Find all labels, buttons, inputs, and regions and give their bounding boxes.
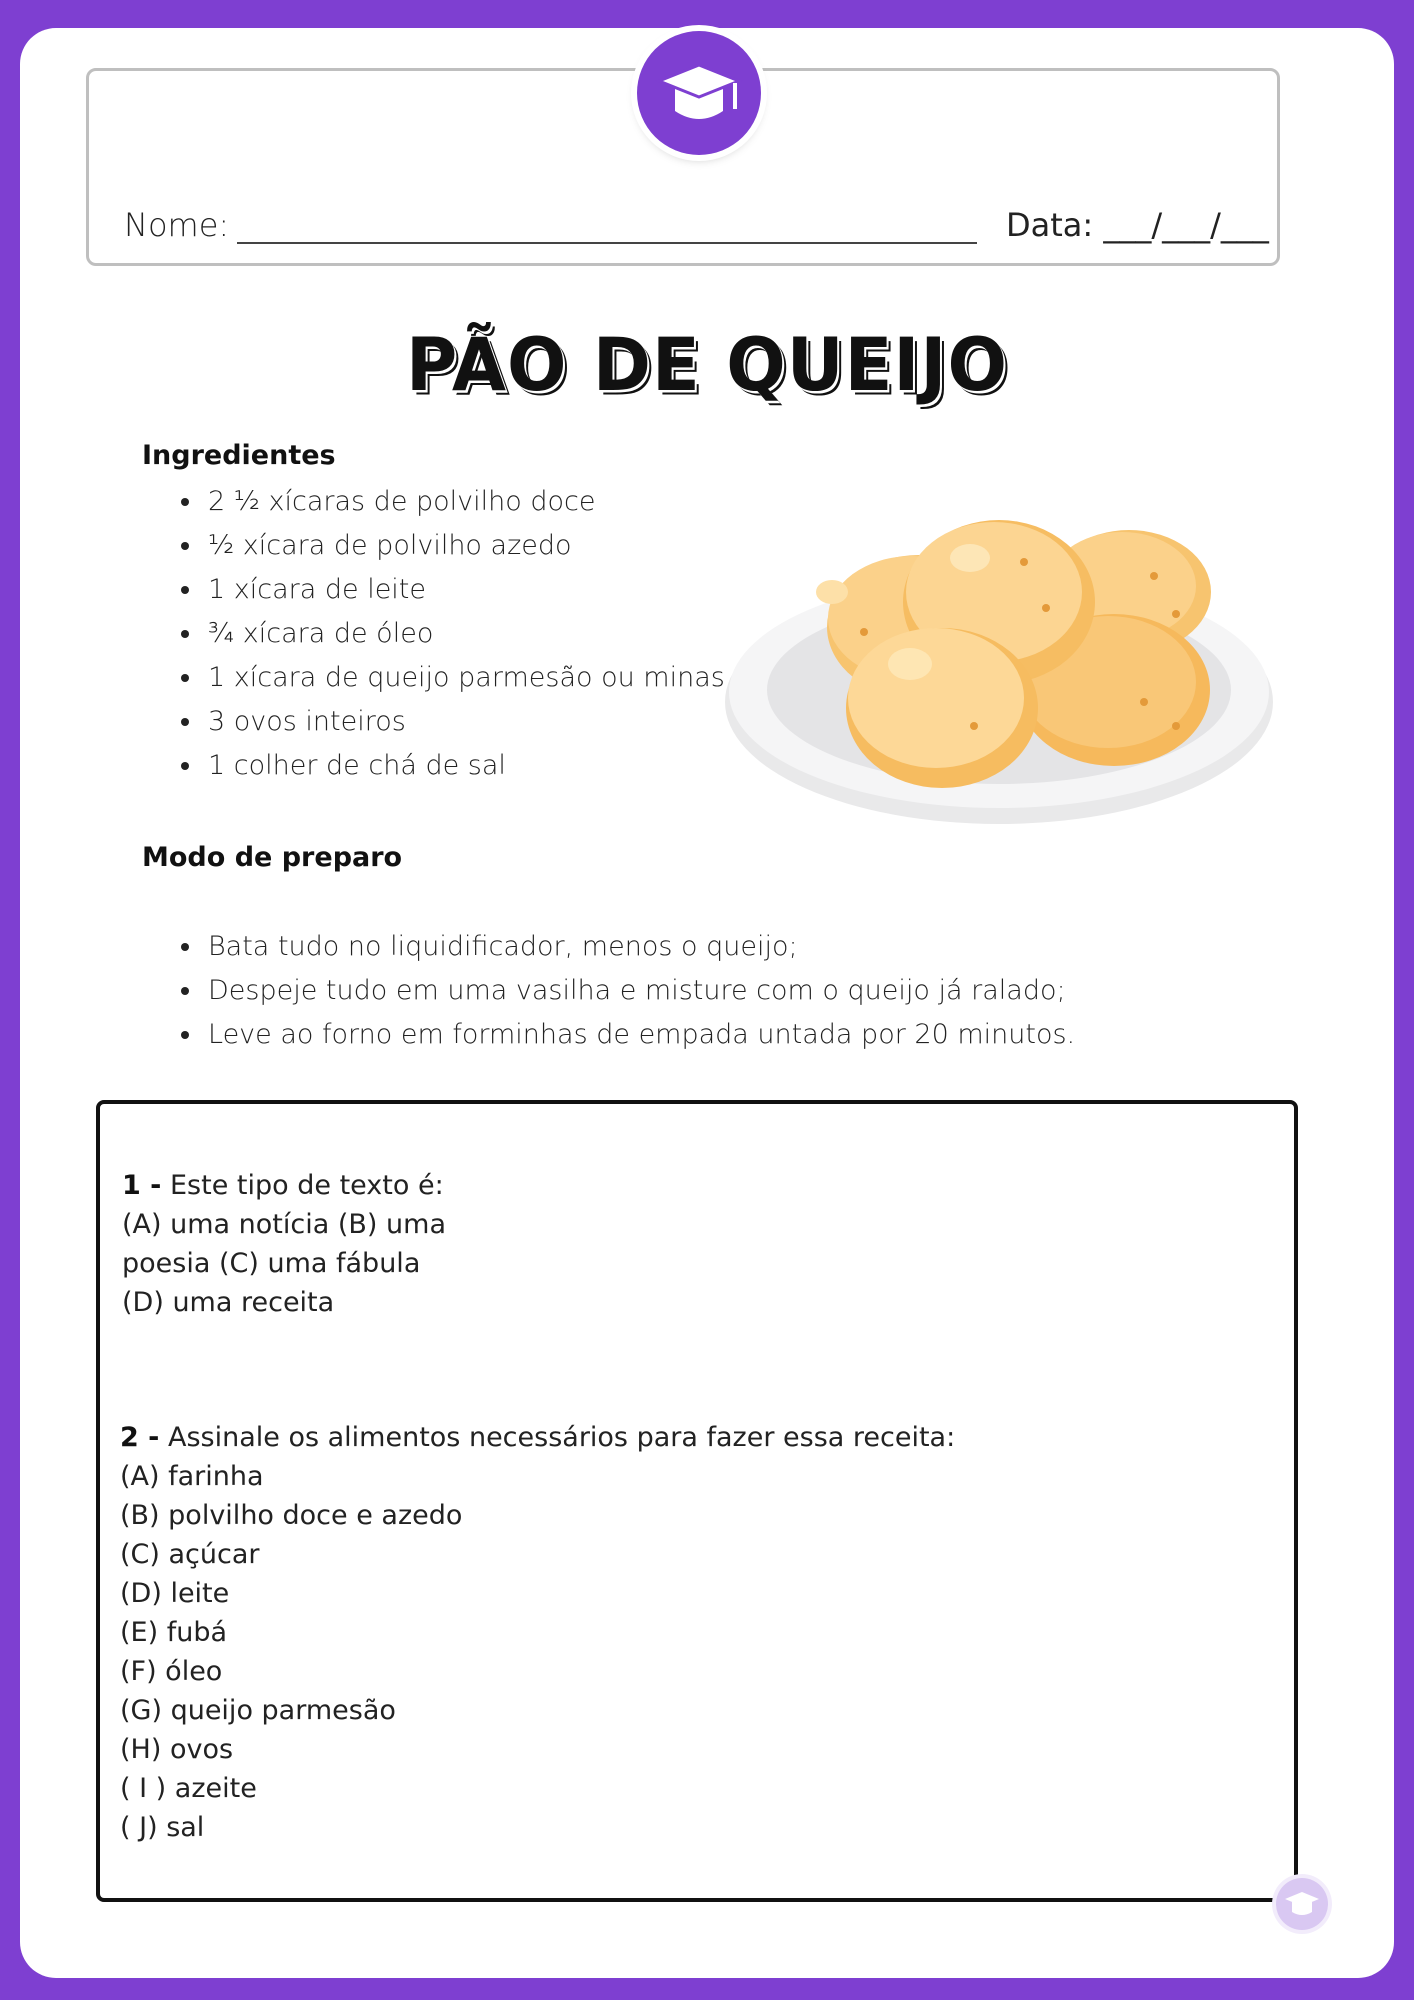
ingredient-item: • 1 colher de chá de sal bbox=[204, 744, 725, 788]
ingredient-item: • 2 ½ xícaras de polvilho doce bbox=[204, 480, 725, 524]
preparation-step: • Bata tudo no liquidificador, menos o queijo; bbox=[204, 925, 1075, 969]
cheese-bread-plate-illustration bbox=[724, 512, 1274, 846]
preparation-step: • Despeje tudo em uma vasilha e misture com o queijo já ralado; bbox=[204, 969, 1075, 1013]
answer-line: (A) uma notícia (B) uma bbox=[122, 1209, 446, 1240]
ingredients-list bbox=[142, 480, 725, 788]
name-label: Nome: bbox=[124, 206, 230, 244]
answer-option[interactable]: (A) farinha bbox=[120, 1461, 264, 1492]
answer-option[interactable]: (C) açúcar bbox=[120, 1539, 260, 1570]
question-prompt: Este tipo de texto é: bbox=[170, 1170, 444, 1201]
ingredient-item: • ¾ xícara de óleo bbox=[204, 612, 725, 656]
answer-option[interactable]: (F) óleo bbox=[120, 1656, 223, 1687]
graduation-cap-icon bbox=[1276, 1878, 1328, 1930]
date-field[interactable] bbox=[1006, 206, 1269, 244]
question-number: 2 - bbox=[120, 1422, 160, 1453]
date-label: Data: ___/___/___ bbox=[1006, 206, 1269, 244]
preparation-steps bbox=[142, 925, 1075, 1057]
ingredient-item: • ½ xícara de polvilho azedo bbox=[204, 524, 725, 568]
ingredient-item: • 1 xícara de leite bbox=[204, 568, 725, 612]
answer-option[interactable]: ( J) sal bbox=[120, 1812, 205, 1843]
question-number: 1 - bbox=[122, 1170, 162, 1201]
answer-option[interactable]: (G) queijo parmesão bbox=[120, 1695, 396, 1726]
graduation-cap-icon bbox=[637, 31, 761, 155]
ingredient-item: • 1 xícara de queijo parmesão ou minas bbox=[204, 656, 725, 700]
answer-option[interactable]: (B) polvilho doce e azedo bbox=[120, 1500, 463, 1531]
question-prompt: Assinale os alimentos necessários para fazer essa receita: bbox=[168, 1422, 956, 1453]
answer-line: poesia (C) uma fábula bbox=[122, 1248, 421, 1279]
ingredients-heading: Ingredientes bbox=[142, 440, 336, 471]
answer-option[interactable]: (E) fubá bbox=[120, 1617, 228, 1648]
preparation-step: • Leve ao forno em forminhas de empada untada por 20 minutos. bbox=[204, 1013, 1075, 1057]
answer-option[interactable]: ( I ) azeite bbox=[120, 1773, 257, 1804]
ingredient-item: • 3 ovos inteiros bbox=[204, 700, 725, 744]
question-1 bbox=[122, 1166, 446, 1322]
name-field[interactable] bbox=[124, 206, 977, 244]
name-blank-line bbox=[237, 212, 977, 244]
preparation-heading: Modo de preparo bbox=[142, 842, 403, 873]
answer-option[interactable]: (H) ovos bbox=[120, 1734, 234, 1765]
page-title: PÃO DE QUEIJO bbox=[406, 321, 1008, 409]
question-2 bbox=[120, 1418, 955, 1847]
answer-line: (D) uma receita bbox=[122, 1287, 335, 1318]
answer-option[interactable]: (D) leite bbox=[120, 1578, 230, 1609]
